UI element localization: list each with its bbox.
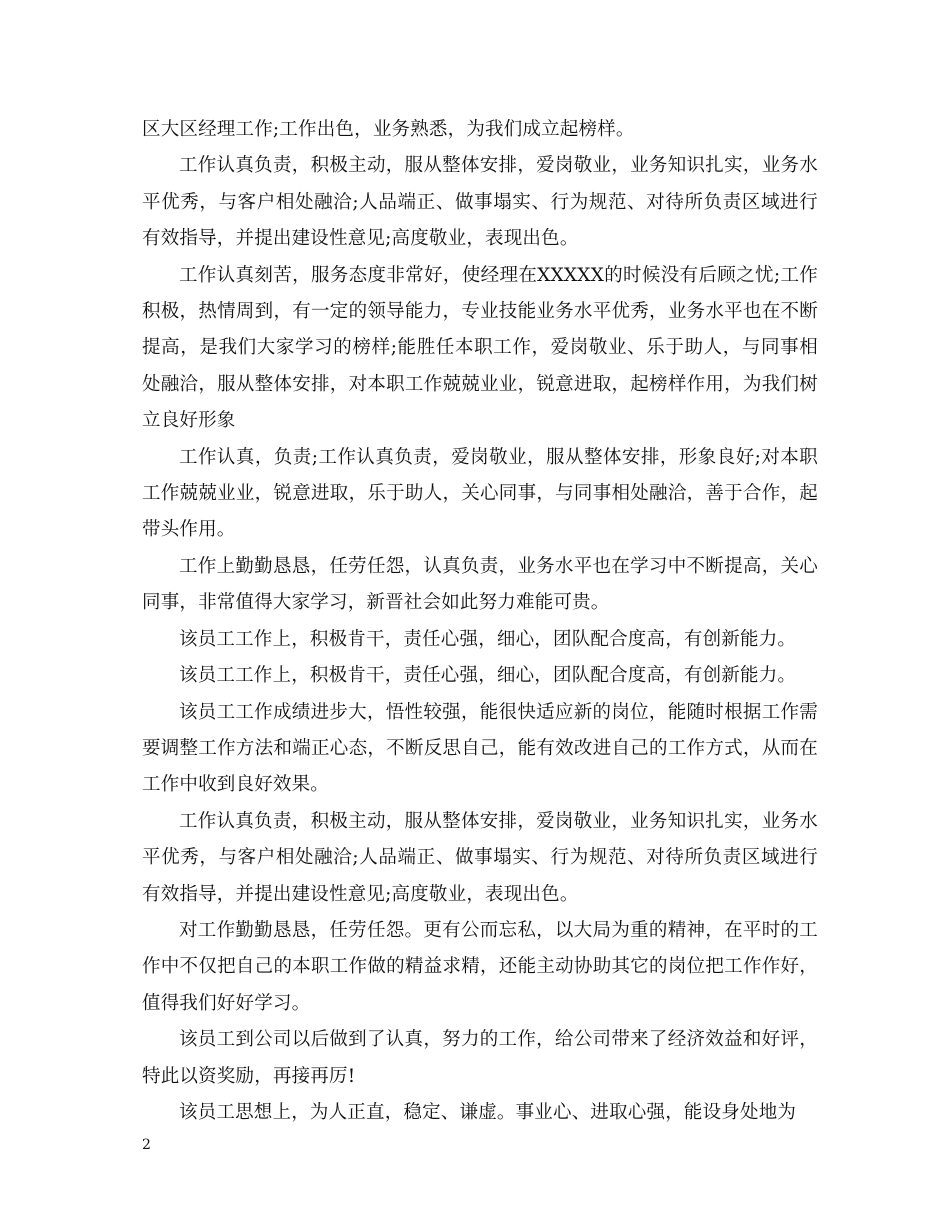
paragraph: 该员工到公司以后做到了认真，努力的工作，给公司带来了经济效益和好评，特此以资奖励，再接再厉! [142,1029,818,1087]
paragraph: 区大区经理工作;工作出色，业务熟悉，为我们成立起榜样。 [142,119,635,140]
paragraph: 对工作勤勤恳恳，任劳任怨。更有公而忘私，以大局为重的精神，在平时的工作中不仅把自己的本职工作做的精益求精，还能主动协助其它的岗位把工作作好，值得我们好好学习。 [142,919,818,1014]
paragraph: 工作认真负责，积极主动，服从整体安排，爱岗敬业，业务知识扎实，业务水平优秀，与客户相处融洽;人品端正、做事塌实、行为规范、对待所负责区域进行有效指导，并提出建设性意见;高度敬业，表现出色。 [142,810,818,905]
paragraph: 工作认真刻苦，服务态度非常好，使经理在XXXXX的时候没有后顾之忧;工作积极，热情周到，有一定的领导能力，专业技能业务水平优秀，业务水平也在不断提高，是我们大家学习的榜样;能胜任本职工作，爱岗敬业、乐于助人，与同事相处融洽，服从整体安排，对本职工作兢兢业业，锐意进取，起榜样作用，为我们树立良好形象 [142,264,818,432]
document-body [142,112,818,1131]
paragraph: 该员工思想上，为人正直，稳定、谦虚。事业心、进取心强，能设身处地为 [179,1101,797,1123]
paragraph: 该员工工作成绩进步大，悟性较强，能很快适应新的岗位，能随时根据工作需要调整工作方法和端正心态，不断反思自己，能有效改进自己的工作方式，从而在工作中收到良好效果。 [142,701,818,796]
page-number: 2 [142,1137,151,1153]
paragraph: 工作认真负责，积极主动，服从整体安排，爱岗敬业，业务知识扎实，业务水平优秀，与客户相处融洽;人品端正、做事塌实、行为规范、对待所负责区域进行有效指导，并提出建设性意见;高度敬业，表现出色。 [142,155,818,250]
paragraph: 该员工工作上，积极肯干，责任心强，细心，团队配合度高，有创新能力。 [179,628,797,650]
paragraph: 该员工工作上，积极肯干，责任心强，细心，团队配合度高，有创新能力。 [179,665,797,687]
paragraph: 工作上勤勤恳恳，任劳任怨，认真负责，业务水平也在学习中不断提高，关心同事，非常值得大家学习，新晋社会如此努力难能可贵。 [142,555,818,614]
paragraph: 工作认真，负责;工作认真负责，爱岗敬业，服从整体安排，形象良好;对本职工作兢兢业业，锐意进取，乐于助人，关心同事，与同事相处融洽，善于合作，起带头作用。 [142,446,818,541]
